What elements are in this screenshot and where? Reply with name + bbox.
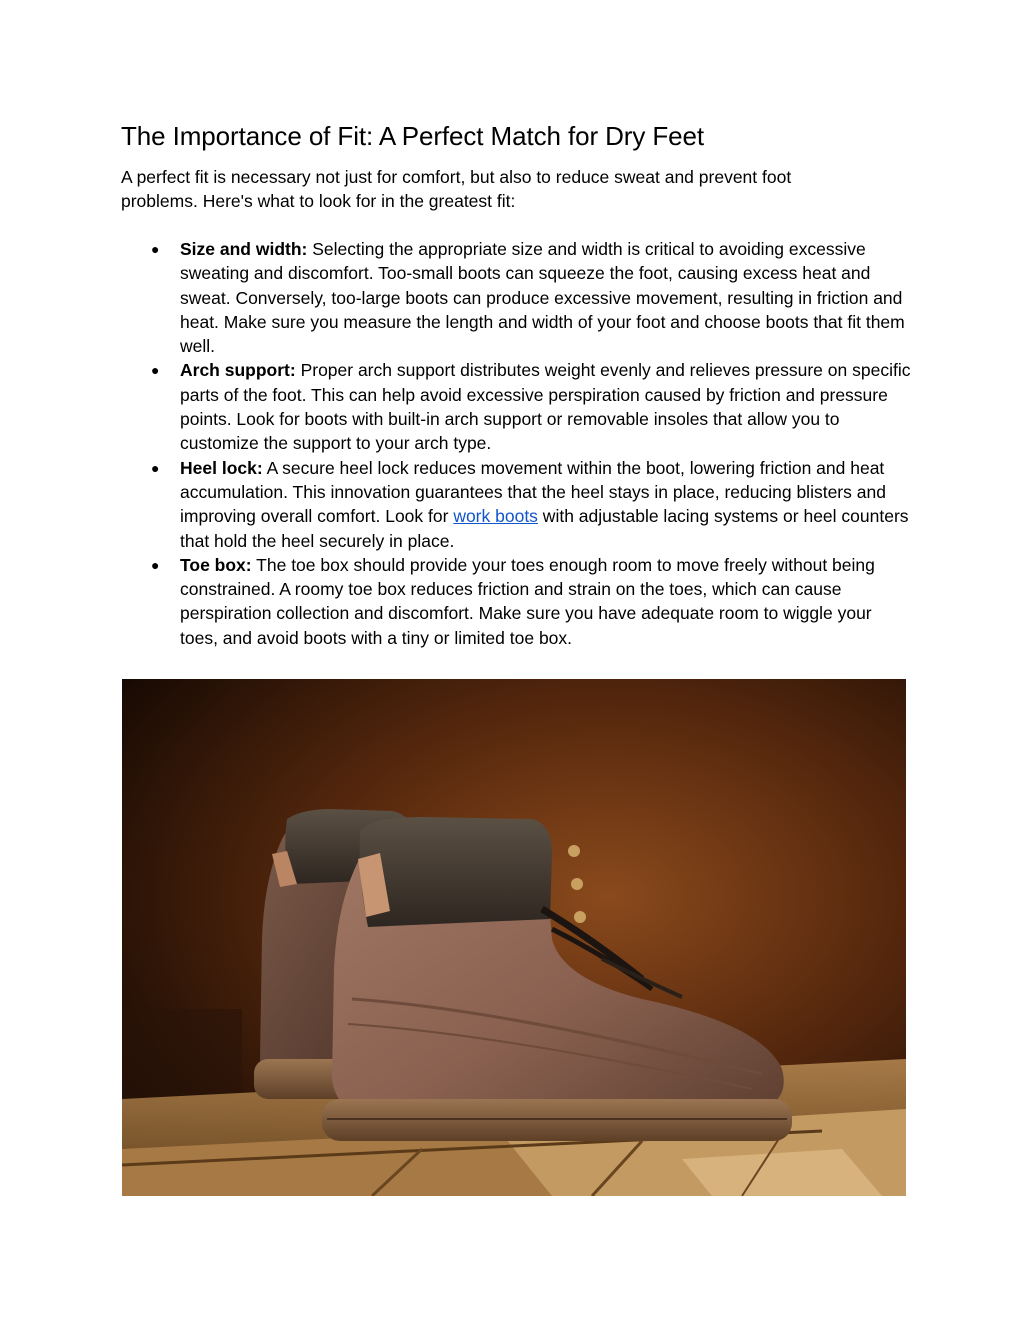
list-item-label: Arch support: [180, 360, 296, 381]
bullet-icon: ● [151, 241, 160, 257]
list-item-arch-support [121, 358, 911, 455]
list-item-text: The toe box should provide your toes enough room to move freely without being constrained. A roomy toe box reduces friction and strain on the toes, which can cause perspiration collection and discomfort. Make sure you have adequate room to wiggle your toes, and avoid boots with a tiny or limited toe box. [180, 554, 875, 648]
work-boots-photo [122, 679, 906, 1196]
list-item-size-width [121, 237, 911, 358]
list-item-text: with adjustable lacing systems or heel counters that hold the heel securely in place. [180, 506, 909, 551]
list-item-label: Toe box: [180, 554, 252, 575]
list-item-toe-box [121, 553, 911, 650]
intro-paragraph: A perfect fit is necessary not just for comfort, but also to reduce sweat and prevent foot problems. Here's what to look for in the greatest fit: [121, 167, 792, 212]
bullet-icon: ● [151, 362, 160, 379]
list-item-text: A secure heel lock reduces movement within the boot, lowering friction and heat accumulation. This innovation guarantees that the heel stays in place, reducing blisters and improving overall comfort. Look for [180, 457, 886, 527]
page-title: The Importance of Fit: A Perfect Match for Dry Feet [121, 121, 705, 151]
bullet-icon: ● [151, 556, 160, 573]
list-item-text: Selecting the appropriate size and width is critical to avoiding excessive sweating and discomfort. Too-small boots can squeeze the foot, causing excess heat and sweat. Conversely, too-large boots can produce excessive movement, resulting in friction and heat. Make sure you measure the length and width of your foot and choose boots that fit them well. [180, 239, 905, 357]
list-item-text: Proper arch support distributes weight evenly and relieves pressure on specific parts of the foot. This can help avoid excessive perspiration caused by friction and pressure points. Look for boots with built-in arch support or removable insoles that allow you to customize the support to your arch type. [180, 360, 911, 454]
list-item-label: Size and width: [180, 239, 308, 259]
list-item-label: Heel lock: [180, 457, 263, 478]
bullet-icon: ● [151, 459, 160, 476]
list-item-heel-lock [121, 456, 911, 553]
fit-tips-list [121, 237, 911, 650]
work-boots-link[interactable]: work boots [453, 506, 538, 527]
